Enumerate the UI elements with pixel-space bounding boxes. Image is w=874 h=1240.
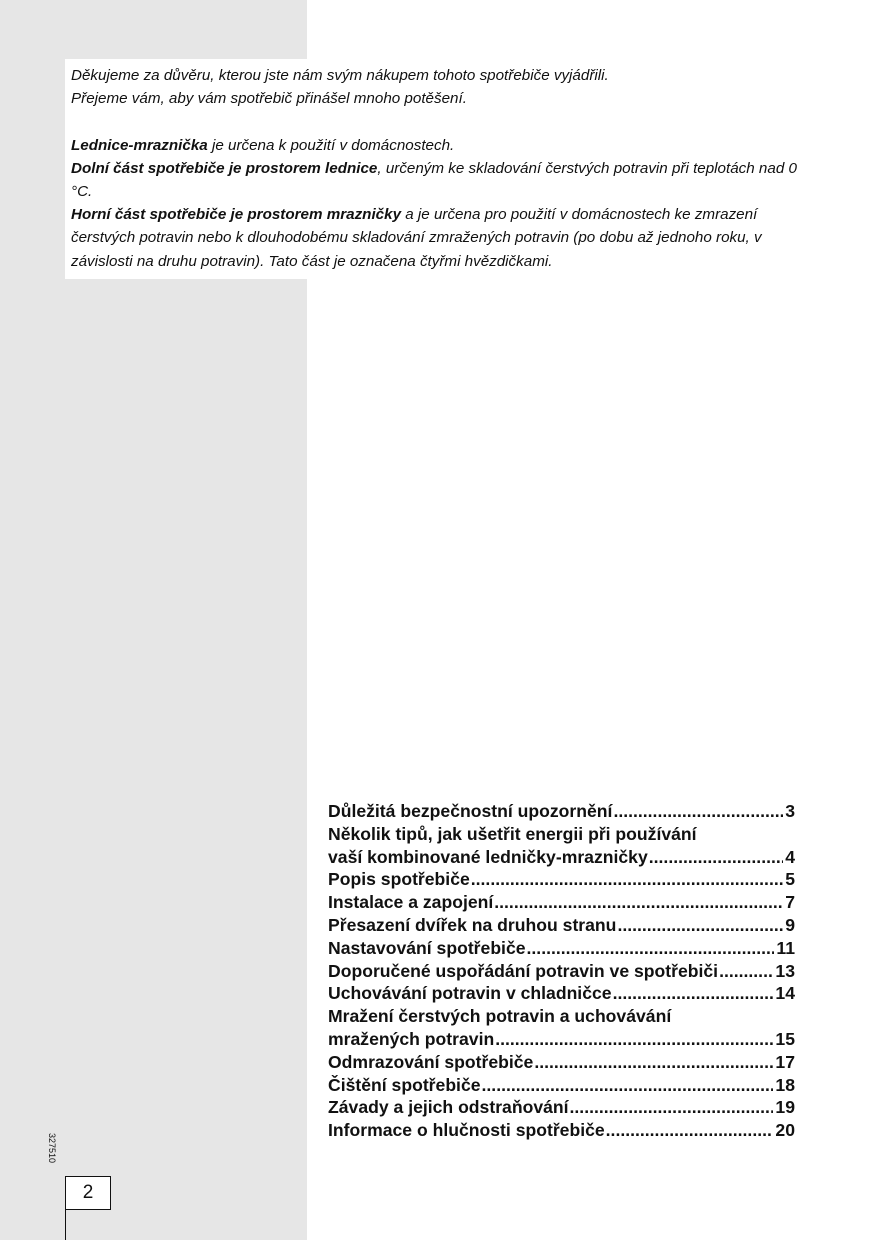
toc-item[interactable]: Přesazení dvířek na druhou stranu ..... 9 <box>328 914 795 937</box>
intro-line-2: Přejeme vám, aby vám spotřebič přinášel mnoho potěšení. <box>71 90 467 108</box>
toc-page-number: 14 <box>775 983 795 1004</box>
intro-paragraph-fridge-freezer: Lednice-mraznička je určena k použití v domácnostech. <box>71 136 455 154</box>
toc-item[interactable]: vaší kombinované ledničky-mrazničky ..... 4 <box>328 846 795 869</box>
toc-page-number: 11 <box>776 937 795 958</box>
toc-page-number: 9 <box>785 914 795 935</box>
toc-item[interactable]: Nastavování spotřebiče ..... 11 <box>328 937 795 960</box>
toc-item[interactable]: Čištění spotřebiče ..... 18 <box>328 1074 795 1097</box>
freezer-part-term: Horní část spotřebiče je prostorem mrazničky <box>71 206 402 224</box>
intro-text <box>71 64 806 273</box>
toc-item[interactable]: Důležitá bezpečnostní upozornění ..... 3 <box>328 800 795 823</box>
toc-item[interactable]: Odmrazování spotřebiče ..... 17 <box>328 1051 795 1074</box>
intro-paragraph-freezer: Horní část spotřebiče je prostorem mrazničky a je určena pro použití v domácnostech ke zmrazení čerstvých potravin nebo k dlouhodobému skladování zmražených potravin (po dobu až jednoho roku, v závislosti na druhu potravin). Tato část je označena čtyřmi hvězdičkami. <box>71 206 762 270</box>
page-number: 2 <box>65 1176 111 1210</box>
toc-item[interactable]: Doporučené uspořádání potravin ve spotřebiči ..... 13 <box>328 960 795 983</box>
toc-page-number: 4 <box>785 846 795 867</box>
table-of-contents <box>328 800 795 1142</box>
toc-page-number: 19 <box>775 1097 795 1118</box>
intro-line-1: Děkujeme za důvěru, kterou jste nám svým nákupem tohoto spotřebiče vyjádřili. <box>71 67 609 84</box>
toc-item[interactable]: Závady a jejich odstraňování ..... 19 <box>328 1096 795 1119</box>
toc-page-number: 15 <box>775 1028 795 1049</box>
toc-item-line[interactable]: Několik tipů, jak ušetřit energii při používání <box>328 823 697 844</box>
page-rule <box>65 1210 66 1240</box>
fridge-part-term: Dolní část spotřebiče je prostorem lednice <box>71 159 378 177</box>
toc-item[interactable]: Popis spotřebiče ..... 5 <box>328 868 795 891</box>
toc-item[interactable]: Uchovávání potravin v chladničce ..... 14 <box>328 982 795 1005</box>
toc-page-number: 17 <box>775 1051 795 1072</box>
intro-paragraph-fridge: Dolní část spotřebiče je prostorem lednice, určeným ke skladování čerstvých potravin při teplotách nad 0 °C. <box>71 159 797 200</box>
toc-page-number: 18 <box>775 1074 795 1095</box>
toc-page-number: 7 <box>785 892 795 913</box>
document-code: 327510 <box>47 1132 57 1164</box>
toc-page-number: 5 <box>785 869 795 890</box>
toc-item[interactable]: Instalace a zapojení ..... 7 <box>328 891 795 914</box>
toc-page-number: 20 <box>775 1120 795 1141</box>
toc-item-line[interactable]: Mražení čerstvých potravin a uchovávání <box>328 1006 672 1027</box>
toc-page-number: 13 <box>775 960 795 981</box>
fridge-freezer-term: Lednice-mraznička <box>71 136 208 154</box>
toc-item[interactable]: mražených potravin ..... 15 <box>328 1028 795 1051</box>
toc-page-number: 3 <box>785 801 795 821</box>
toc-item[interactable]: Informace o hlučnosti spotřebiče ..... 20 <box>328 1119 795 1142</box>
